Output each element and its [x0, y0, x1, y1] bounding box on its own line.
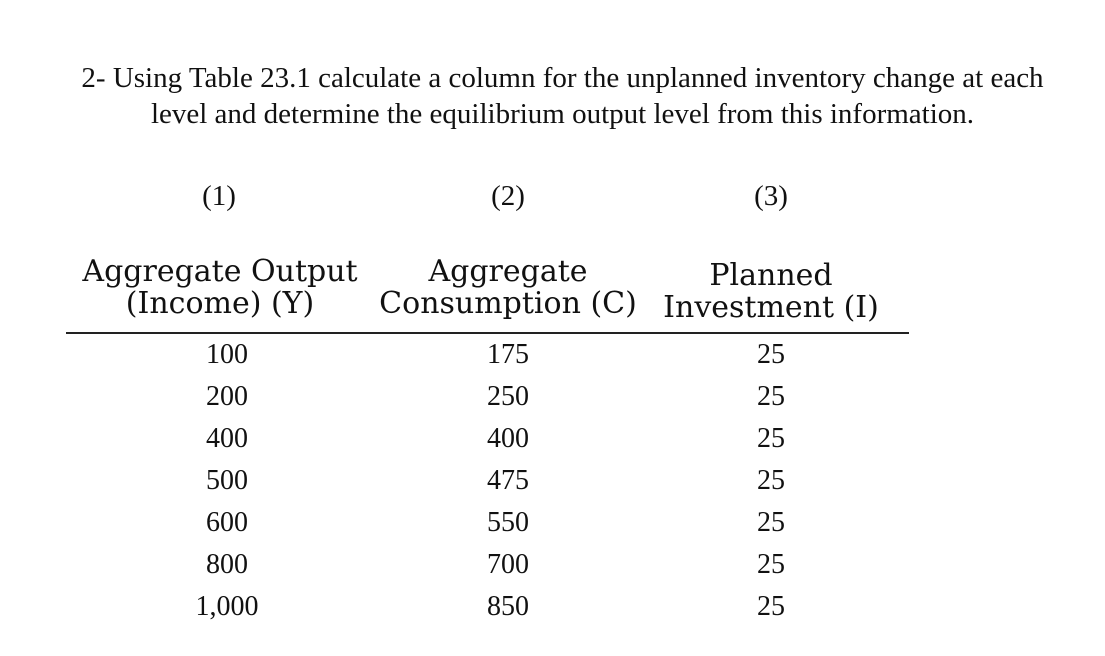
table-cell: 600 [206, 507, 248, 538]
header-divider [66, 332, 909, 334]
table-cell: 25 [757, 381, 785, 412]
table-cell: 200 [206, 381, 248, 412]
question-line-1: 2- Using Table 23.1 calculate a column for the unplanned inventory change at each [81, 62, 1044, 94]
table-cell: 1,000 [195, 591, 259, 622]
table-cell: 25 [757, 423, 785, 454]
table-cell: 550 [487, 507, 529, 538]
table-cell: 25 [757, 507, 785, 538]
table-cell: 400 [206, 423, 248, 454]
table-cell: 25 [757, 591, 785, 622]
table-cell: 175 [487, 339, 529, 370]
column-header-line: Aggregate [428, 254, 588, 289]
table-cell: 100 [206, 339, 248, 370]
column-header-line: Consumption (C) [379, 286, 637, 321]
table-cell: 500 [206, 465, 248, 496]
column-header-aggregate-output [80, 256, 360, 320]
table-cell: 850 [487, 591, 529, 622]
column-header-line: Planned [709, 258, 833, 293]
column-header-line: (Income) (Y) [125, 286, 315, 321]
table-cell: 25 [757, 339, 785, 370]
column-number-1: (1) [202, 180, 236, 212]
column-number-2: (2) [491, 180, 525, 212]
column-header-aggregate-consumption [372, 256, 644, 320]
column-header-line: Aggregate Output [82, 254, 358, 289]
table-cell: 700 [487, 549, 529, 580]
column-header-line: Investment (I) [663, 290, 879, 325]
column-number-3: (3) [754, 180, 788, 212]
column-header-planned-investment [656, 260, 886, 324]
table-cell: 25 [757, 549, 785, 580]
table-cell: 25 [757, 465, 785, 496]
table-cell: 250 [487, 381, 529, 412]
table-cell: 400 [487, 423, 529, 454]
question-line-2: level and determine the equilibrium output level from this information. [150, 98, 975, 130]
table-cell: 800 [206, 549, 248, 580]
table-cell: 475 [487, 465, 529, 496]
